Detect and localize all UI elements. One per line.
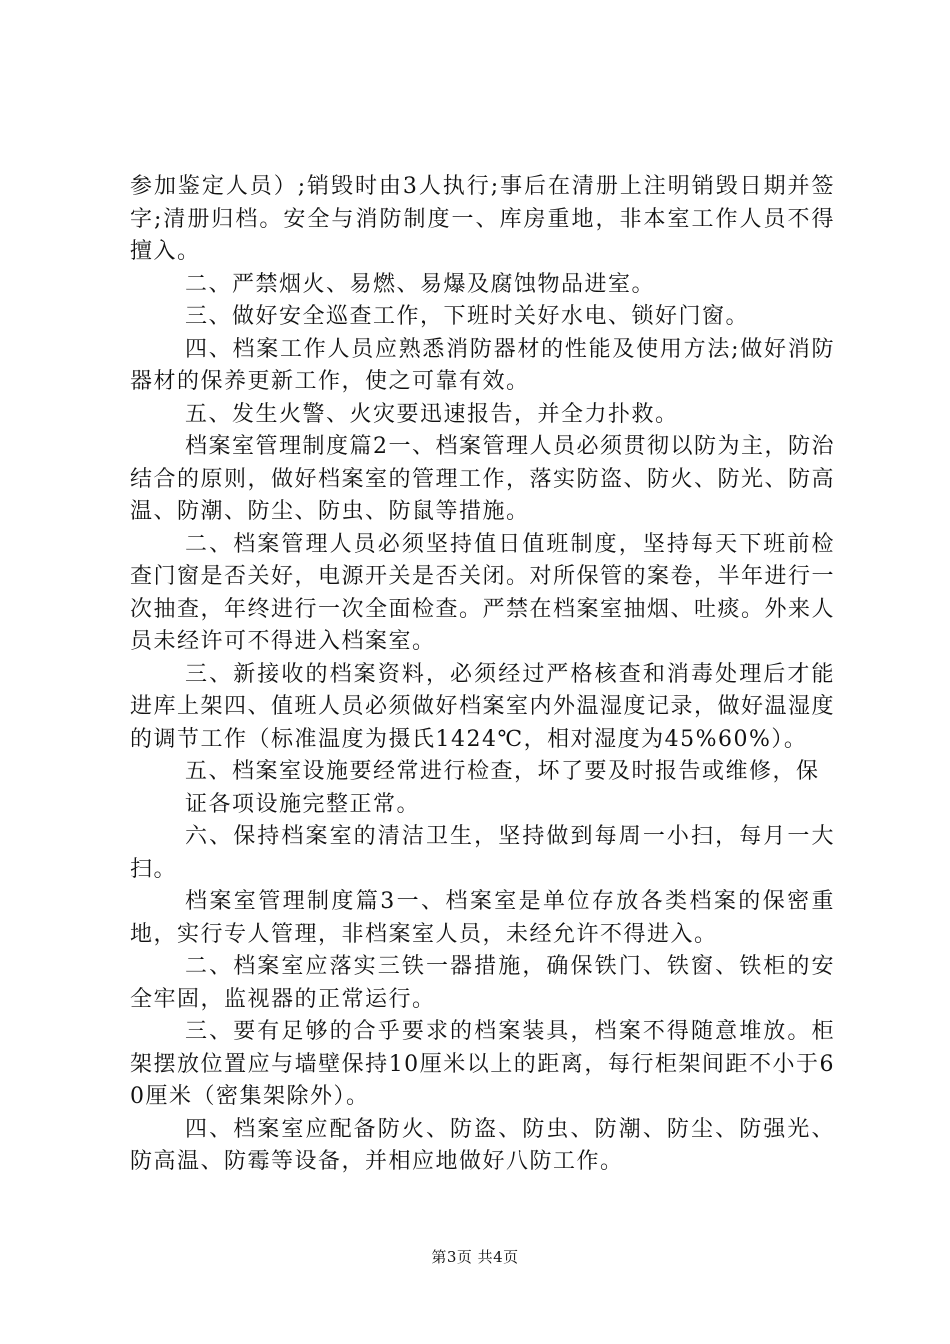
document-body — [130, 171, 835, 1179]
paragraph-9: 五、档案室设施要经常进行检查，坏了要及时报告或维修，保 — [185, 759, 820, 784]
paragraph-2: 二、严禁烟火、易燃、易爆及腐蚀物品进室。 — [185, 271, 656, 297]
paragraph-15: 四、档案室应配备防火、防盗、防虫、防潮、防尘、防强光、防高温、防霉等设备，并相应地做好八防工作。 — [130, 1116, 835, 1174]
page-footer: 第3页 共4页 — [431, 1248, 519, 1266]
paragraph-4: 四、档案工作人员应熟悉消防器材的性能及使用方法;做好消防器材的保养更新工作，使之可靠有效。 — [130, 336, 835, 394]
paragraph-12: 档案室管理制度篇3一、档案室是单位存放各类档案的保密重地，实行专人管理，非档案室人员，未经允许不得进入。 — [130, 889, 835, 947]
paragraph-3: 三、做好安全巡查工作，下班时关好水电、锁好门窗。 — [185, 304, 750, 329]
paragraph-13: 二、档案室应落实三铁一器措施，确保铁门、铁窗、铁柜的安全牢固，监视器的正常运行。 — [130, 954, 835, 1012]
paragraph-14: 三、要有足够的合乎要求的档案装具，档案不得随意堆放。柜架摆放位置应与墙壁保持10厘米以上的距离，每行柜架间距不小于60厘米（密集架除外）。 — [130, 1019, 835, 1109]
paragraph-11: 六、保持档案室的清洁卫生，坚持做到每周一小扫，每月一大扫。 — [130, 824, 835, 882]
paragraph-8: 三、新接收的档案资料，必须经过严格核查和消毒处理后才能进库上架四、值班人员必须做好档案室内外温湿度记录，做好温湿度的调节工作（标准温度为摄氏1424℃，相对湿度为45%60%）。 — [130, 661, 836, 752]
paragraph-5: 五、发生火警、火灾要迅速报告，并全力扑救。 — [185, 401, 679, 427]
paragraph-6: 档案室管理制度篇2一、档案管理人员必须贯彻以防为主，防治结合的原则，做好档案室的管理工作，落实防盗、防火、防光、防高温、防潮、防尘、防虫、防鼠等措施。 — [130, 434, 836, 524]
paragraph-1: 参加鉴定人员）;销毁时由3人执行;事后在清册上注明销毁日期并签字;清册归档。安全与消防制度一、库房重地，非本室工作人员不得擅入。 — [130, 174, 835, 264]
paragraph-7: 二、档案管理人员必须坚持值日值班制度，坚持每天下班前检查门窗是否关好，电源开关是否关闭。对所保管的案卷，半年进行一次抽查，年终进行一次全面检查。严禁在档案室抽烟、吐痰。外来人员未经许可不得进入档案室。 — [130, 531, 836, 654]
paragraph-10: 证各项设施完整正常。 — [185, 791, 421, 817]
